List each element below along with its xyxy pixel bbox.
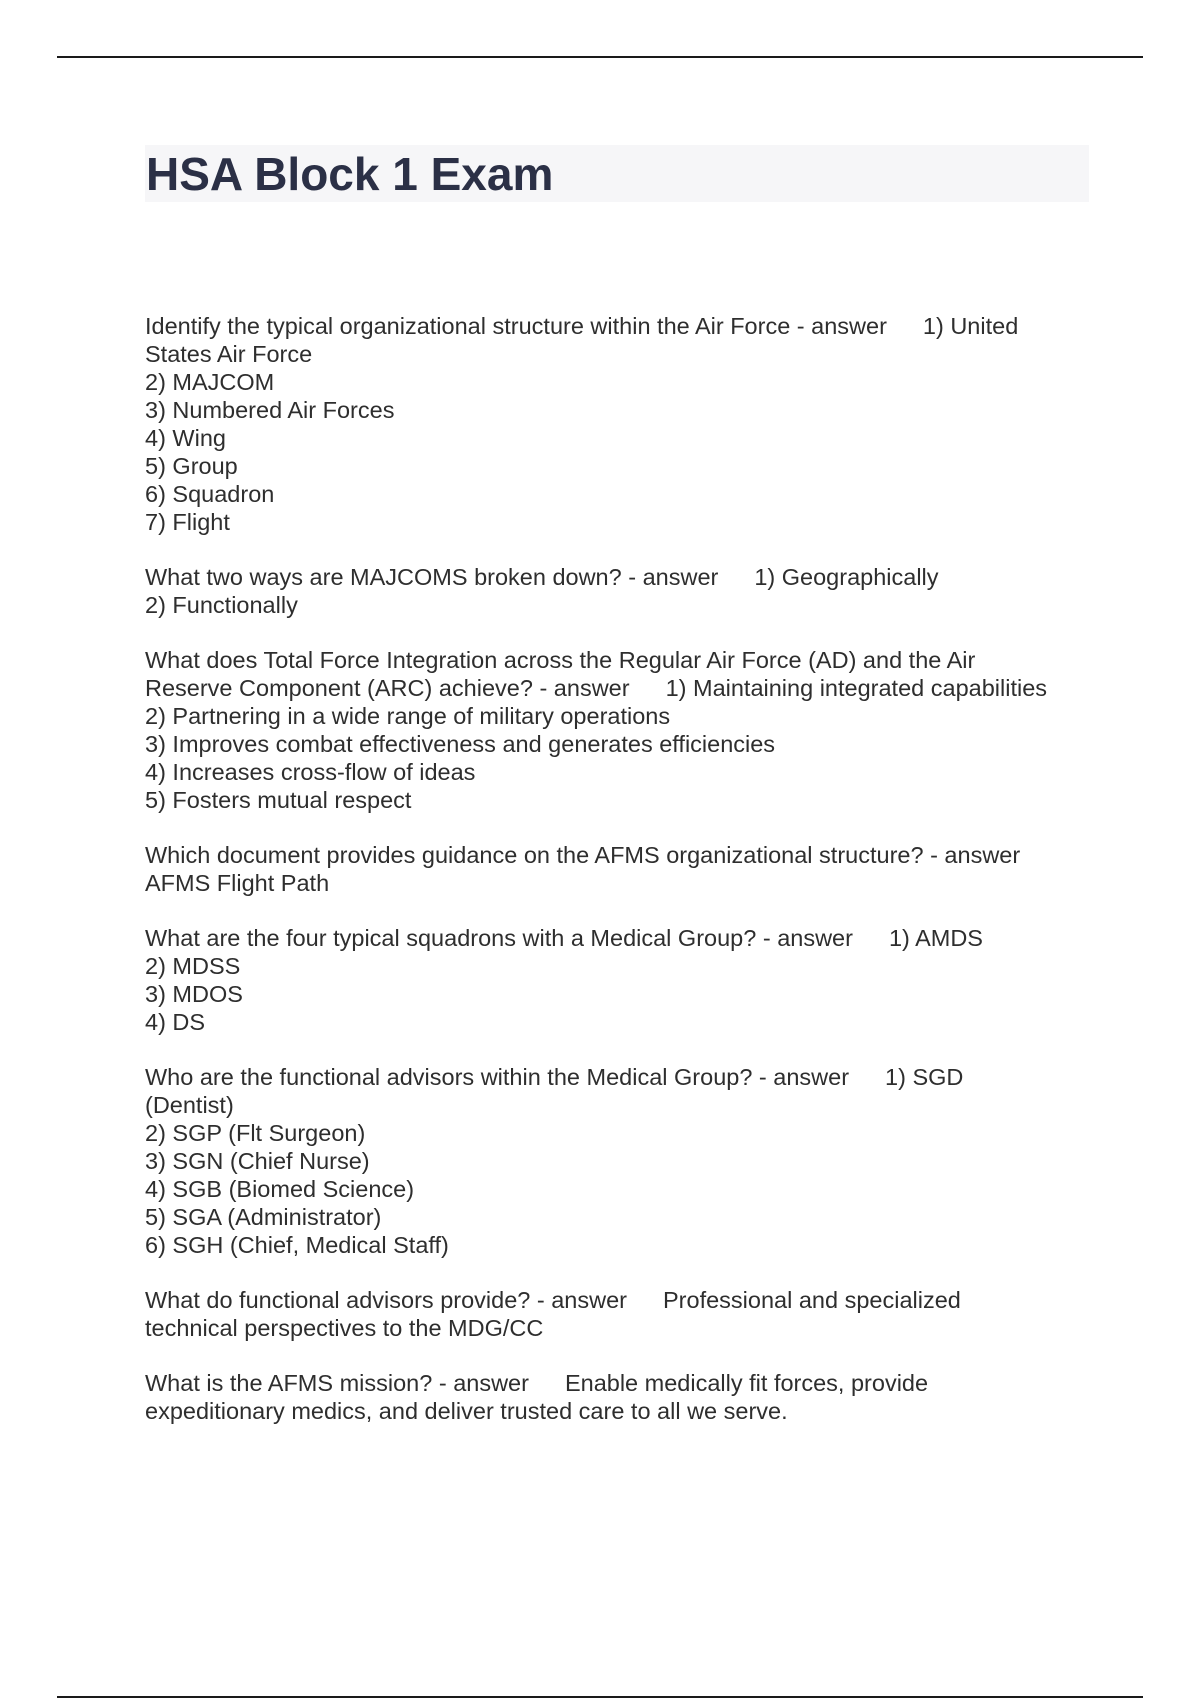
answer-text: 1) Maintaining integrated capabilities [665, 675, 1048, 701]
header-rule [57, 56, 1143, 58]
question-text: Who are the functional advisors within the Medical Group? - answer [145, 1064, 850, 1090]
answer-line: 3) MDOS [145, 981, 243, 1007]
answer-line: 7) Flight [145, 509, 230, 535]
answer-line: 2) Partnering in a wide range of military operations [145, 703, 671, 729]
answer-line: expeditionary medics, and deliver trusted care to all we serve. [145, 1398, 788, 1424]
qa-item [145, 1286, 1095, 1342]
answer-line: 5) Group [145, 453, 238, 479]
qa-list [145, 312, 1095, 1452]
answer-line: 6) SGH (Chief, Medical Staff) [145, 1232, 449, 1258]
answer-text: 1) Geographically [754, 564, 939, 590]
qa-item [145, 312, 1095, 536]
question-text: What is the AFMS mission? - answer [145, 1370, 529, 1396]
answer-line: 6) Squadron [145, 481, 275, 507]
qa-item [145, 1063, 1095, 1259]
answer-line: 5) SGA (Administrator) [145, 1204, 382, 1230]
question-text: What are the four typical squadrons with a Medical Group? - answer [145, 925, 853, 951]
question-text: Which document provides guidance on the AFMS organizational structure? - answer [145, 842, 1021, 868]
answer-line: 2) SGP (Flt Surgeon) [145, 1120, 366, 1146]
answer-line: 2) MAJCOM [145, 369, 275, 395]
question-text: Reserve Component (ARC) achieve? - answer [145, 675, 630, 701]
answer-line: 3) SGN (Chief Nurse) [145, 1148, 370, 1174]
qa-item [145, 841, 1095, 897]
answer-text: Professional and specialized [663, 1287, 961, 1313]
footer-rule [57, 1696, 1143, 1698]
question-text: What does Total Force Integration across the Regular Air Force (AD) and the Air [145, 647, 976, 673]
answer-line: States Air Force [145, 341, 313, 367]
answer-text: Enable medically fit forces, provide [564, 1370, 929, 1396]
qa-item [145, 646, 1095, 814]
answer-line: 3) Improves combat effectiveness and generates efficiencies [145, 731, 776, 757]
page-title: HSA Block 1 Exam [146, 148, 554, 200]
question-text: What do functional advisors provide? - answer [145, 1287, 627, 1313]
answer-line: 2) MDSS [145, 953, 241, 979]
answer-line: 4) SGB (Biomed Science) [145, 1176, 415, 1202]
answer-line: 5) Fosters mutual respect [145, 787, 412, 813]
question-text: Identify the typical organizational structure within the Air Force - answer [145, 313, 887, 339]
question-text: What two ways are MAJCOMS broken down? - answer [145, 564, 719, 590]
answer-text: 1) SGD [885, 1064, 964, 1090]
answer-line: 3) Numbered Air Forces [145, 397, 395, 423]
qa-item [145, 563, 1095, 619]
answer-line: (Dentist) [145, 1092, 234, 1118]
answer-line: technical perspectives to the MDG/CC [145, 1315, 544, 1341]
qa-item [145, 1369, 1095, 1425]
answer-line: 4) Wing [145, 425, 226, 451]
answer-text: 1) United [922, 313, 1019, 339]
answer-line: AFMS Flight Path [145, 870, 330, 896]
qa-item [145, 924, 1095, 1036]
answer-line: 4) Increases cross-flow of ideas [145, 759, 476, 785]
answer-line: 4) DS [145, 1009, 206, 1035]
answer-text: 1) AMDS [888, 925, 983, 951]
answer-line: 2) Functionally [145, 592, 298, 618]
